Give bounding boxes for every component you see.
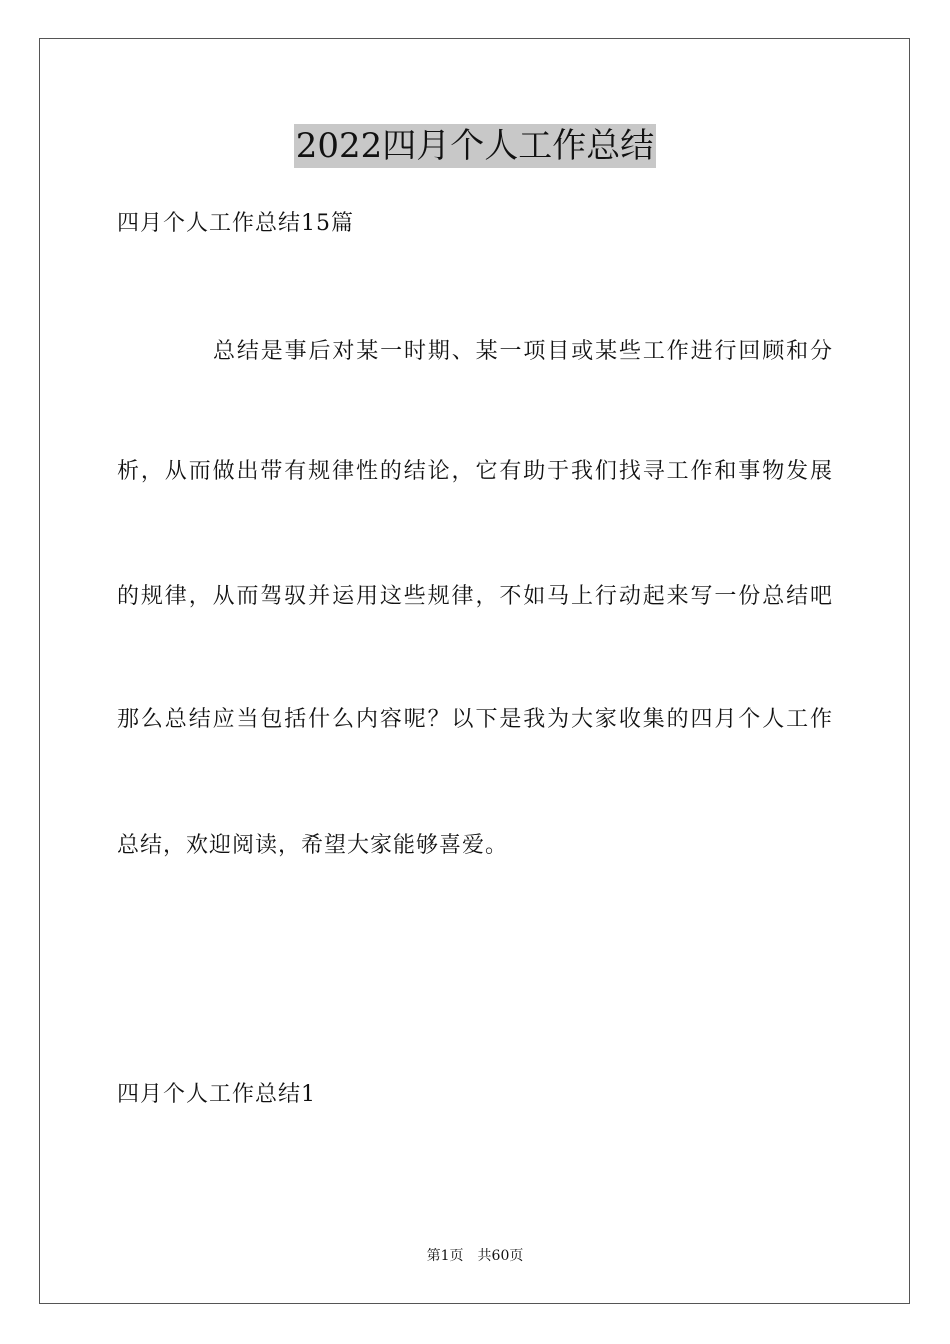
paragraph-line-4: 那么总结应当包括什么内容呢？以下是我为大家收集的四月个人工作 (117, 707, 833, 732)
paragraph-line-2: 析，从而做出带有规律性的结论，它有助于我们找寻工作和事物发展 (117, 459, 833, 484)
document-title: 2022四月个人工作总结 (295, 126, 655, 166)
section-heading: 四月个人工作总结1 (117, 1082, 316, 1107)
document-subtitle: 四月个人工作总结15篇 (117, 211, 354, 236)
title-container (0, 124, 950, 168)
paragraph-line-3: 的规律，从而驾驭并运用这些规律，不如马上行动起来写一份总结吧 (117, 584, 833, 609)
paragraph-line-5: 总结，欢迎阅读，希望大家能够喜爱。 (117, 833, 509, 858)
paragraph-line-1: 总结是事后对某一时期、某一项目或某些工作进行回顾和分 (213, 339, 833, 364)
page-footer: 第1页 共60页 (426, 1248, 524, 1264)
